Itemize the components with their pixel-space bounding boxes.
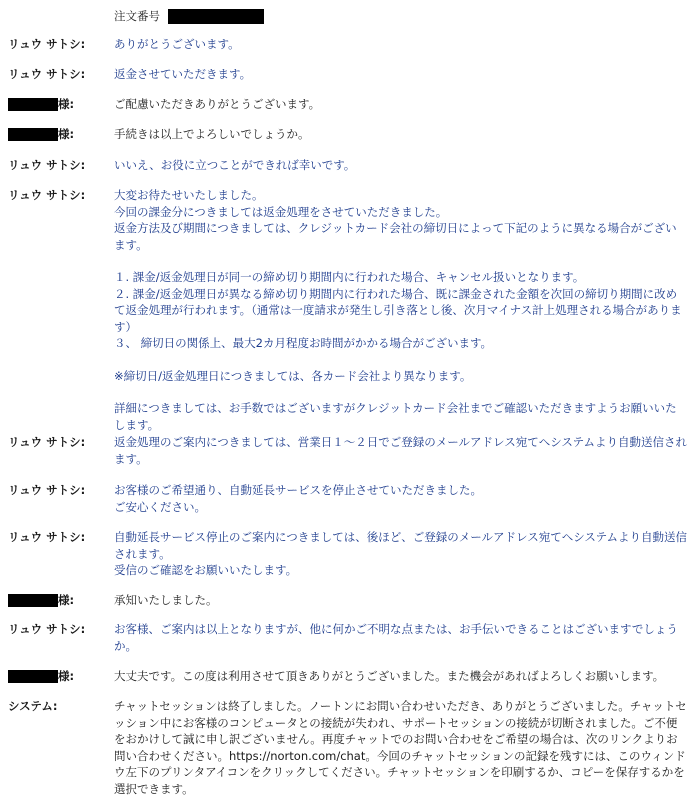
message-text: ありがとうございます。	[114, 37, 240, 51]
message-line: 受信のご確認をお願いいたします。	[114, 563, 298, 577]
chat-entry	[0, 668, 700, 685]
message-text: お客様、ご案内は以上となりますが、他に何かご不明な点または、お手伝いできることはございますでしょうか。	[114, 622, 678, 653]
customer-name-redaction	[8, 670, 58, 683]
speaker-customer	[0, 96, 114, 113]
customer-suffix: 様:	[58, 127, 75, 141]
order-number	[114, 8, 264, 24]
speaker-agent: リュウ サトシ:	[8, 188, 86, 202]
message-line: ２. 課金/返金処理日が異なる締め切り期間内に行われた場合、既に課金された金額を次回の締切り期間に改めて返金処理が行われます。（通常は一度請求が発生し引き落とし後、次月マイナス計上処理される場合があります）	[114, 286, 682, 334]
speaker-agent: リュウ サトシ:	[8, 530, 86, 544]
message-text: いいえ、お役に立つことができれば幸いです。	[114, 158, 356, 172]
speaker-agent: リュウ サトシ:	[8, 67, 86, 81]
message-text: チャットセッションは終了しました。ノートンにお問い合わせいただき、ありがとうございました。チャットセッション中にお客様のコンピュータとの接続が失われ、サポートセッションの接続が切断されました。ご不便をおかけして誠に申し訳ございません。再度チャットでのお問い合わせをご希望の場合は、次のリンクよりお問い合わせください。https://norton.com/chat。今回のチャットセッションの記録を残すには、このウィンドウ左下のプリンタアイコンをクリックしてください。チャットセッションを印刷するか、コピーを保存するかを選択できます。	[114, 699, 687, 796]
message-line: ご安心ください。	[114, 499, 206, 514]
chat-entry	[0, 36, 700, 53]
customer-suffix: 様:	[58, 593, 75, 607]
speaker-agent: リュウ サトシ:	[8, 622, 86, 636]
chat-entry	[0, 187, 700, 433]
chat-entry	[0, 434, 700, 467]
message-text: 手続きは以上でよろしいでしょうか。	[114, 127, 310, 141]
message-line: 自動延長サービス停止のご案内につきましては、後ほど、ご登録のメールアドレス宛てへシステムより自動送信されます。	[114, 530, 688, 561]
message-line: お客様のご希望通り、自動延長サービスを停止させていただきました。	[114, 483, 482, 497]
message-text: 承知いたしました。	[114, 593, 218, 607]
chat-entry	[0, 698, 700, 797]
message-text: 大丈夫です。この度は利用させて頂きありがとうございました。また機会があればよろしくお願いします。	[114, 669, 665, 683]
speaker-agent: リュウ サトシ:	[8, 435, 86, 449]
message-line: ３、 締切日の関係上、最大2カ月程度お時間がかかる場合がございます。	[114, 336, 493, 350]
chat-entry	[0, 66, 700, 83]
customer-suffix: 様:	[58, 669, 75, 683]
speaker-customer	[0, 668, 114, 685]
chat-entry	[0, 529, 700, 579]
message-text: 返金させていただきます。	[114, 67, 252, 81]
chat-entry	[0, 482, 700, 515]
speaker-agent: リュウ サトシ:	[8, 37, 86, 51]
order-number-label: 注文番号	[114, 9, 160, 23]
speaker-system: システム:	[8, 699, 58, 713]
message-text	[114, 482, 688, 515]
customer-name-redaction	[8, 128, 58, 141]
customer-suffix: 様:	[58, 97, 75, 111]
chat-entry	[0, 621, 700, 654]
message-text: 返金処理のご案内につきましては、営業日１～２日でご登録のメールアドレス宛てへシステムより自動送信されます。	[114, 435, 688, 466]
speaker-customer	[0, 126, 114, 143]
message-line: １. 課金/返金処理日が同一の締め切り期間内に行われた場合、キャンセル扱いとなります。	[114, 270, 585, 284]
chat-entry	[0, 126, 700, 143]
message-text	[114, 187, 688, 433]
message-line: 詳細につきましては、お手数ではございますがクレジットカード会社までご確認いただきますようお願いいたします。	[114, 401, 677, 432]
customer-name-redaction	[8, 98, 58, 111]
chat-entry	[0, 157, 700, 174]
order-number-redaction	[168, 9, 264, 24]
message-line: 返金方法及び期間につきましては、クレジットカード会社の締切日によって下記のように異なる場合がございます。	[114, 221, 677, 252]
message-line: 今回の課金分につきましては返金処理をさせていただきました。	[114, 204, 448, 219]
chat-entry	[0, 96, 700, 113]
speaker-agent: リュウ サトシ:	[8, 483, 86, 497]
message-line: ※締切日/返金処理日につきましては、各カード会社より異なります。	[114, 368, 472, 383]
customer-name-redaction	[8, 594, 58, 607]
speaker-agent: リュウ サトシ:	[8, 158, 86, 172]
message-text: ご配慮いただきありがとうございます。	[114, 97, 321, 111]
message-text	[114, 529, 688, 579]
chat-entry	[0, 592, 700, 609]
message-line: 大変お待たせいたしました。	[114, 188, 264, 202]
speaker-customer	[0, 592, 114, 609]
